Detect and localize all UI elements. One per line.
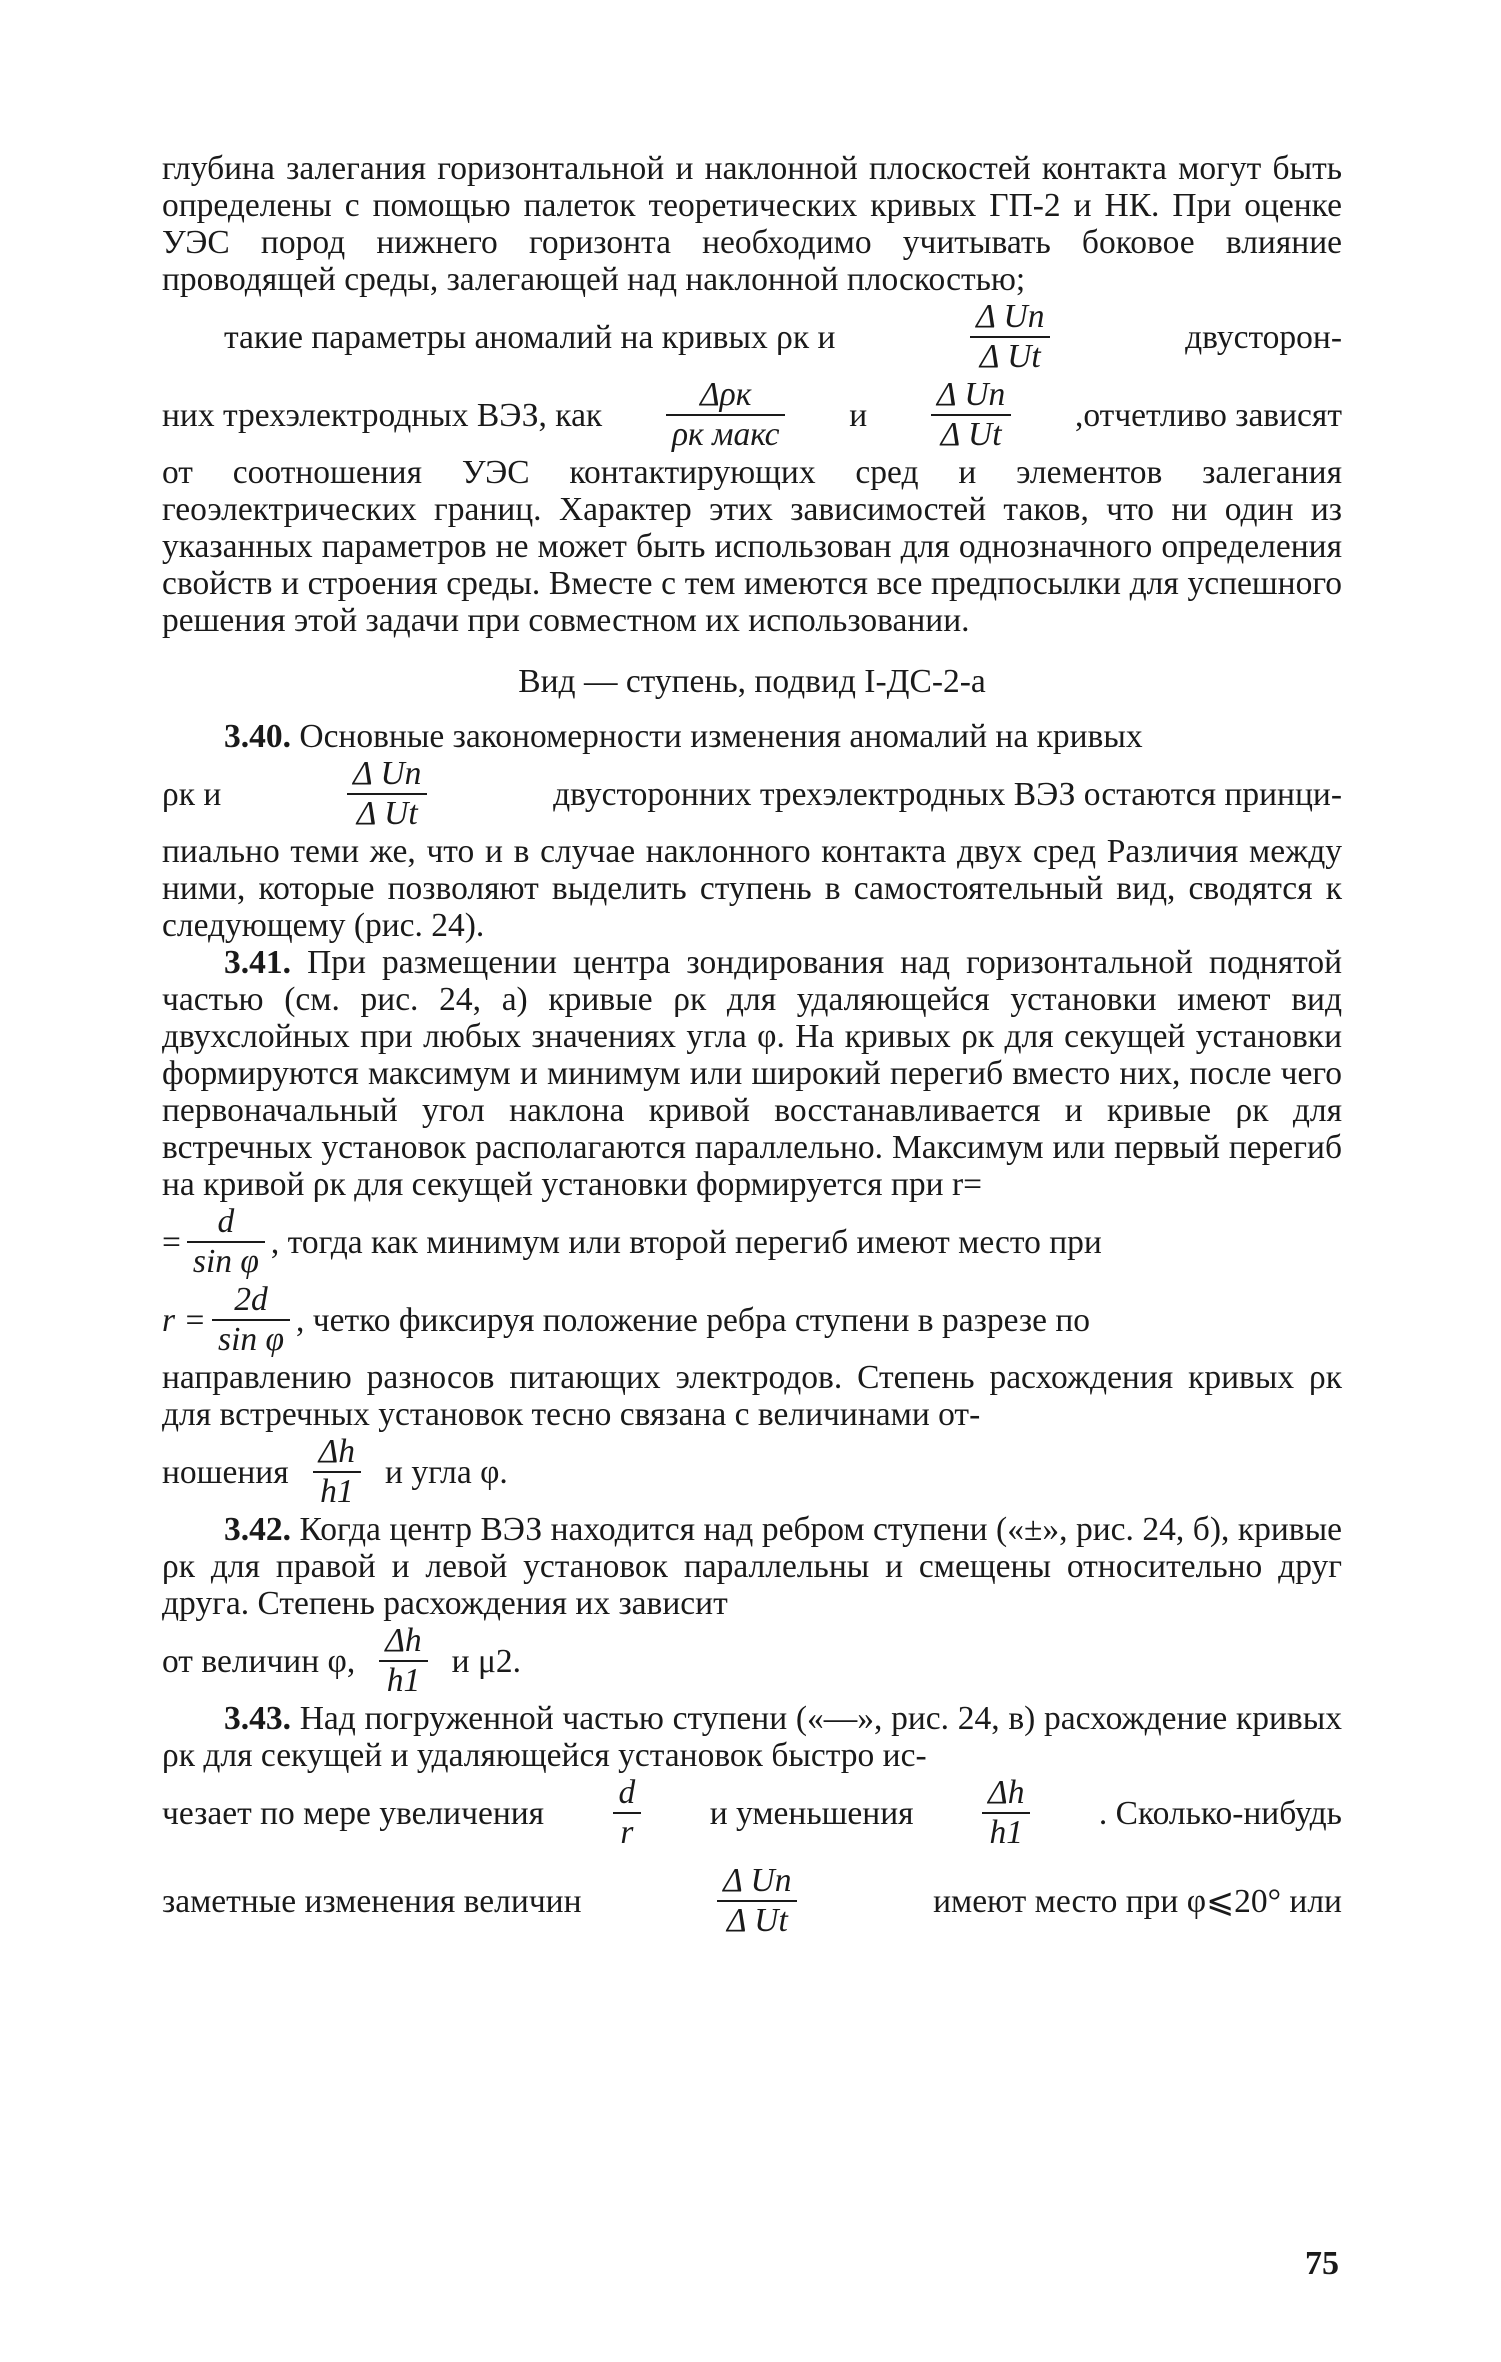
text-fragment: заметные изменения величин bbox=[162, 1882, 582, 1920]
paragraph-1: глубина залегания горизонтальной и наклонной плоскостей контакта могут быть определены с помощью палеток теоретических кривых ГП-2 и НК. При оценке УЭС пород нижнего горизонта необходимо учитывать боковое влияние проводящей среды, залегающей над наклонной плоскостью; bbox=[162, 150, 1342, 298]
text-fragment: и μ2. bbox=[451, 1642, 522, 1680]
formula-line-r-d-sin bbox=[162, 1203, 1342, 1281]
denominator: h1 bbox=[386, 1662, 421, 1699]
numerator: Δh bbox=[988, 1774, 1025, 1811]
fraction-d-r bbox=[613, 1774, 642, 1852]
text-fragment: ношения bbox=[162, 1453, 289, 1491]
numerator: 2d bbox=[234, 1281, 268, 1318]
formula-line-2 bbox=[162, 298, 1342, 376]
denominator: h1 bbox=[989, 1814, 1023, 1851]
text-fragment: имеют место при φ⩽20° или bbox=[933, 1882, 1342, 1920]
numerator: Δ Un bbox=[936, 376, 1006, 413]
numerator: Δ Un bbox=[353, 755, 422, 792]
denominator: sin φ bbox=[192, 1243, 259, 1280]
text-fragment: При размещении центра зондирования над горизонтальной поднятой частью (см. рис. 24, а) кривые ρк для удаляющейся установки имеют вид двухслойных при любых значениях угла φ. На кривых ρк для секущей установки формируются максимум и минимум или широкий перегиб вместо них, после чего первоначальный угол наклона кривой восстанавливается и кривые ρк для встречных установок располагаются параллельно. Максимум или первый перегиб на кривой ρк для секущей установки формируется при r= bbox=[162, 944, 1343, 1203]
text-fragment: . Сколько-нибудь bbox=[1098, 1794, 1342, 1832]
text-fragment: = bbox=[162, 1223, 181, 1261]
numerator: Δρк bbox=[700, 376, 752, 413]
numerator: d bbox=[618, 1774, 636, 1811]
paragraph-3-42 bbox=[162, 1511, 1342, 1622]
denominator: sin φ bbox=[218, 1321, 285, 1358]
text-fragment: и bbox=[849, 396, 868, 434]
text-fragment: , четко фиксируя положение ребра ступени в разрезе по bbox=[296, 1301, 1091, 1339]
paragraph-3-41-continued: направлению разносов питающих электродов. Степень расхождения кривых ρк для встречных установок тесно связана с величинами от- bbox=[162, 1359, 1342, 1433]
numerator: Δh bbox=[385, 1622, 422, 1659]
denominator: Δ Ut bbox=[356, 795, 418, 832]
fraction-dh-h1 bbox=[313, 1433, 361, 1511]
formula-line-3-40 bbox=[162, 755, 1342, 833]
text-fragment: чезает по мере увеличения bbox=[162, 1794, 545, 1832]
fraction-d-sin bbox=[187, 1203, 265, 1281]
formula-line-phi-dh-h1 bbox=[162, 1622, 1342, 1700]
denominator: ρк макс bbox=[671, 416, 780, 453]
formula-line-dUn-dUt-final bbox=[162, 1862, 1342, 1940]
fraction-dUn-dUt bbox=[970, 298, 1050, 376]
text-fragment: r = bbox=[162, 1301, 207, 1339]
section-heading: Вид — ступень, подвид I-ДС-2-а bbox=[518, 663, 986, 700]
fraction-dh-h1 bbox=[379, 1622, 427, 1700]
text-fragment: двусторонних трехэлектродных ВЭЗ остаются принци- bbox=[553, 775, 1342, 813]
fraction-dh-h1 bbox=[982, 1774, 1030, 1852]
denominator: Δ Ut bbox=[979, 338, 1041, 375]
denominator: Δ Ut bbox=[940, 416, 1002, 453]
formula-line-d-r-dh-h1 bbox=[162, 1774, 1342, 1852]
text-fragment: них трехэлектродных ВЭЗ, как bbox=[162, 396, 603, 434]
paragraph-3-43 bbox=[162, 1700, 1342, 1774]
paragraph-2-rest: от соотношения УЭС контактирующих сред и элементов залегания геоэлектрических границ. Характер этих зависимостей таков, что ни один из указанных параметров не может быть использован для однозначного определения свойств и строения среды. Вместе с тем имеются все предпосылки для успешного решения этой задачи при совместном их использовании. bbox=[162, 454, 1342, 639]
numerator: Δh bbox=[318, 1433, 356, 1470]
numerator: Δ Un bbox=[976, 298, 1045, 335]
fraction-dUn-dUt bbox=[717, 1862, 797, 1940]
text-fragment: и уменьшения bbox=[709, 1794, 914, 1832]
fraction-dUn-dUt bbox=[931, 376, 1011, 454]
paragraph-3-41 bbox=[162, 944, 1342, 1203]
formula-line-3 bbox=[162, 376, 1342, 454]
text-fragment: от величин φ, bbox=[162, 1642, 356, 1680]
denominator: r bbox=[620, 1814, 634, 1851]
fraction-drk-rkmax bbox=[666, 376, 786, 454]
paragraph-number: 3.42. bbox=[224, 1511, 291, 1548]
fraction-dUn-dUt bbox=[347, 755, 427, 833]
numerator: d bbox=[217, 1203, 235, 1240]
page-number: 75 bbox=[1305, 2245, 1339, 2282]
paragraph-3-40-rest: пиально теми же, что и в случае наклонного контакта двух сред Различия между ними, которые позволяют выделить ступень в самостоятельный вид, сводятся к следующему (рис. 24). bbox=[162, 833, 1342, 944]
fraction-2d-sin bbox=[212, 1281, 290, 1359]
text-fragment: Когда центр ВЭЗ находится над ребром ступени («±», рис. 24, б), кривые ρк для правой и левой установок параллельны и смещены относительно друг друга. Степень расхождения их зависит bbox=[162, 1511, 1342, 1622]
numerator: Δ Un bbox=[723, 1862, 792, 1899]
text-fragment: ρк и bbox=[162, 775, 222, 813]
formula-line-r-2d-sin bbox=[162, 1281, 1342, 1359]
paragraph-number: 3.40. bbox=[224, 718, 291, 755]
text-fragment: ,отчетливо зависят bbox=[1075, 396, 1342, 434]
text-fragment: Над погруженной частью ступени («—», рис. 24, в) расхождение кривых ρк для секущей и удаляющейся установок быстро ис- bbox=[162, 1700, 1343, 1774]
text-fragment: Основные закономерности изменения аномалий на кривых bbox=[299, 718, 1143, 755]
text-fragment: двусторон- bbox=[1185, 318, 1342, 356]
paragraph-3-40-line-1 bbox=[162, 718, 1342, 755]
text-fragment: такие параметры аномалий на кривых ρк и bbox=[224, 318, 836, 356]
text-fragment: и угла φ. bbox=[385, 1453, 508, 1491]
formula-line-dh-h1 bbox=[162, 1433, 1342, 1511]
text-fragment: , тогда как минимум или второй перегиб имеют место при bbox=[270, 1223, 1102, 1261]
denominator: h1 bbox=[320, 1473, 354, 1510]
denominator: Δ Ut bbox=[726, 1902, 788, 1939]
paragraph-number: 3.41. bbox=[224, 944, 291, 981]
paragraph-number: 3.43. bbox=[224, 1700, 291, 1737]
page-body bbox=[162, 150, 1342, 1940]
